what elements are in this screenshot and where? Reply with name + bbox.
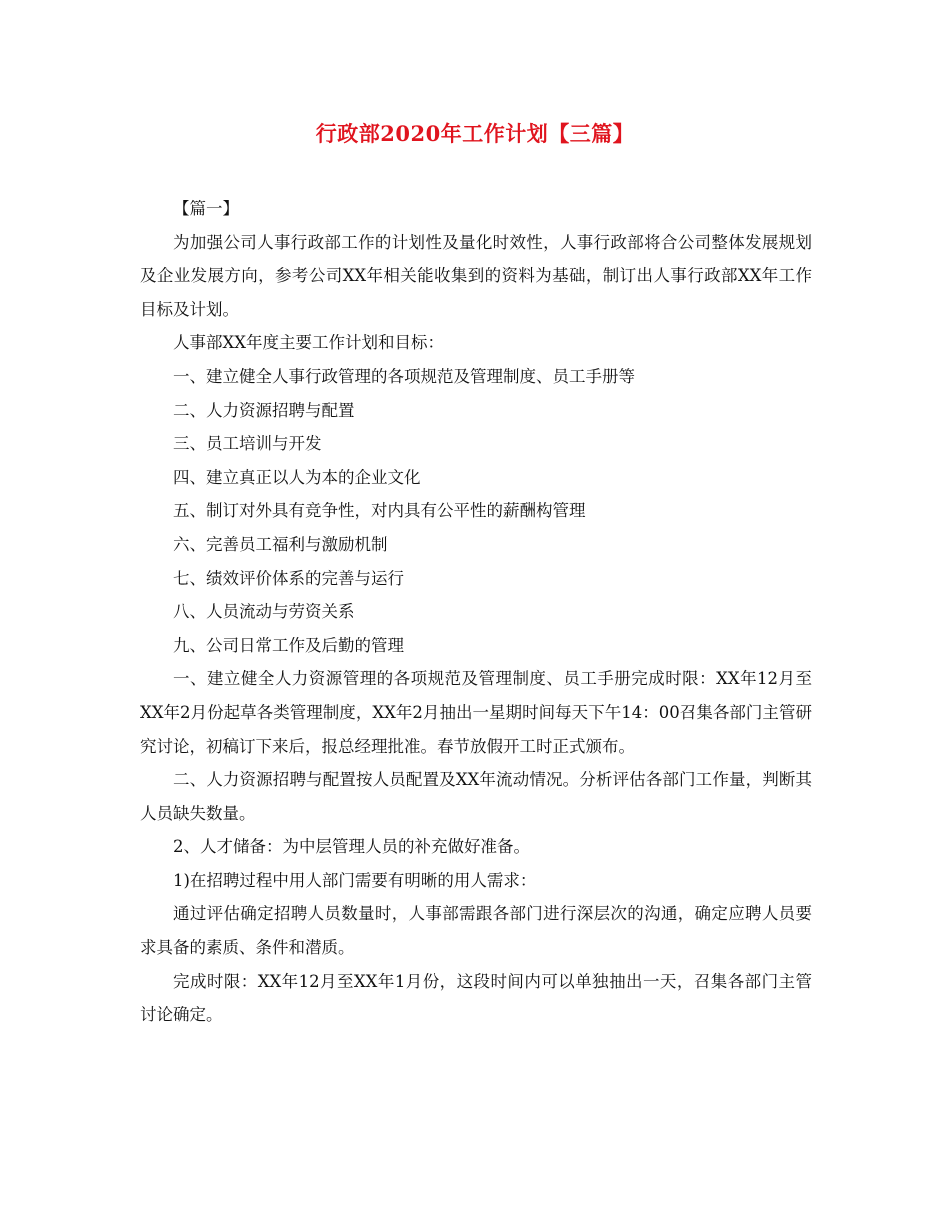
paragraph: 1)在招聘过程中用人部门需要有明晰的用人需求： [173, 870, 537, 890]
list-item: 四、建立真正以人为本的企业文化 [173, 467, 421, 487]
section-heading: 【篇一】 [173, 199, 239, 218]
list-item: 八、人员流动与劳资关系 [173, 602, 355, 622]
list-item: 五、制订对外具有竞争性，对内具有公平性的薪酬构管理 [173, 501, 586, 521]
list-item: 三、员工培训与开发 [173, 434, 322, 454]
paragraph: 一、建立健全人力资源管理的各项规范及管理制度、员工手册完成时限：XX年12月至XX年2月份起草各类管理制度，XX年2月抽出一星期时间每天下午14：00召集各部门主管研究讨论，初稿订下来后，报总经理批准。春节放假开工时正式颁布。 [140, 669, 812, 756]
document-body [140, 192, 812, 1032]
document-title: 行政部2020年工作计划【三篇】 [315, 121, 635, 146]
paragraph: 为加强公司人事行政部工作的计划性及量化时效性，人事行政部将合公司整体发展规划及企业发展方向，参考公司XX年相关能收集到的资料为基础，制订出人事行政部XX年工作目标及计划。 [140, 232, 812, 319]
list-item: 九、公司日常工作及后勤的管理 [173, 635, 404, 655]
paragraph: 完成时限：XX年12月至XX年1月份，这段时间内可以单独抽出一天，召集各部门主管讨论确定。 [140, 971, 812, 1025]
paragraph: 二、人力资源招聘与配置按人员配置及XX年流动情况。分析评估各部门工作量，判断其人员缺失数量。 [140, 770, 812, 823]
paragraph: 通过评估确定招聘人员数量时，人事部需跟各部门进行深层次的沟通，确定应聘人员要求具备的素质、条件和潜质。 [140, 904, 812, 958]
paragraph: 2、人才储备：为中层管理人员的补充做好准备。 [173, 837, 530, 857]
paragraph: 人事部XX年度主要工作计划和目标： [173, 333, 444, 353]
list-item: 六、完善员工福利与激励机制 [173, 534, 388, 554]
list-item: 七、绩效评价体系的完善与运行 [173, 568, 404, 588]
list-item: 一、建立健全人事行政管理的各项规范及管理制度、员工手册等 [173, 366, 635, 386]
list-item: 二、人力资源招聘与配置 [173, 400, 355, 420]
